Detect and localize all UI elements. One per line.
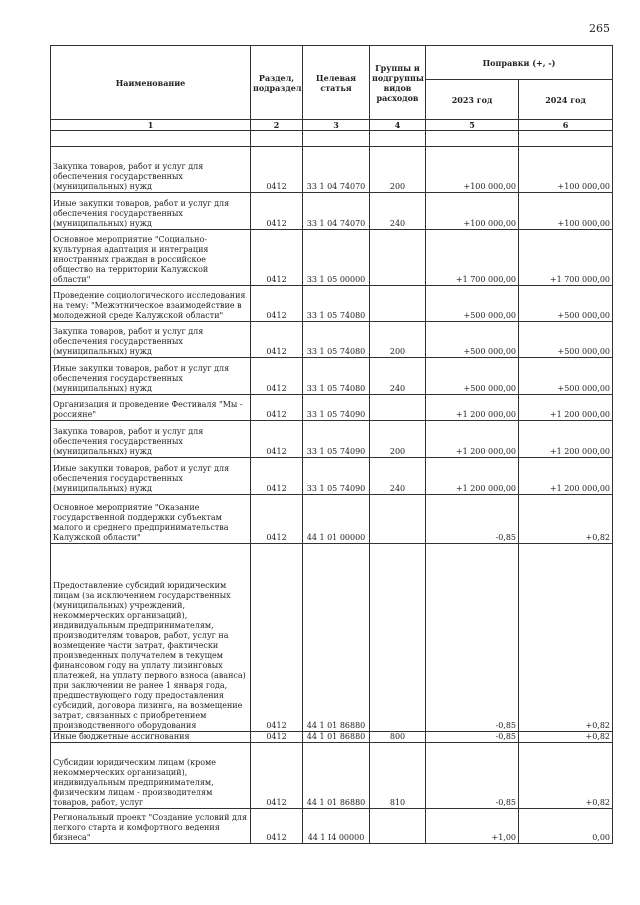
header-year-2023: 2023 год — [426, 80, 519, 120]
table-row — [51, 147, 613, 193]
cell-amount-2024: +500 000,00 — [519, 358, 613, 395]
cell-section: 0412 — [251, 495, 303, 544]
cell-section: 0412 — [251, 322, 303, 358]
cell-amount-2024: +100 000,00 — [519, 147, 613, 193]
cell-section: 0412 — [251, 193, 303, 230]
table-row — [51, 544, 613, 732]
cell-name: Субсидии юридическим лицам (кроме некоммерческих организаций), индивидуальным предпринимателям, физическим лицам - производителям товаров, работ, услуг — [51, 743, 251, 809]
cell-amount-2024: +1 200 000,00 — [519, 458, 613, 495]
cell-name — [51, 131, 251, 147]
cell-amount-2023: +1 700 000,00 — [426, 230, 519, 286]
cell-target-article: 33 1 05 74090 — [303, 395, 370, 421]
cell-target-article: 33 1 04 74070 — [303, 193, 370, 230]
cell-amount-2023: -0,85 — [426, 544, 519, 732]
cell-section: 0412 — [251, 286, 303, 322]
cell-name: Закупка товаров, работ и услуг для обеспечения государственных (муниципальных) нужд — [51, 322, 251, 358]
cell-amount-2024: +0,82 — [519, 743, 613, 809]
cell-target-article: 33 1 05 74080 — [303, 358, 370, 395]
cell-amount-2023: +1 200 000,00 — [426, 395, 519, 421]
cell-expense-group — [370, 809, 426, 844]
cell-expense-group — [370, 395, 426, 421]
cell-expense-group — [370, 230, 426, 286]
cell-amount-2024: +0,82 — [519, 495, 613, 544]
cell-expense-group: 200 — [370, 147, 426, 193]
cell-expense-group — [370, 286, 426, 322]
column-number: 5 — [426, 120, 519, 131]
cell-amount-2023 — [426, 131, 519, 147]
cell-amount-2024: +0,82 — [519, 732, 613, 743]
cell-amount-2024 — [519, 131, 613, 147]
cell-section: 0412 — [251, 732, 303, 743]
table-row — [51, 458, 613, 495]
cell-target-article: 44 1 01 86880 — [303, 544, 370, 732]
cell-amount-2023: +100 000,00 — [426, 193, 519, 230]
cell-expense-group — [370, 495, 426, 544]
table-row — [51, 809, 613, 844]
table-row — [51, 421, 613, 458]
cell-expense-group: 810 — [370, 743, 426, 809]
page-number: 265 — [589, 22, 610, 35]
cell-section: 0412 — [251, 458, 303, 495]
cell-section: 0412 — [251, 743, 303, 809]
cell-expense-group — [370, 544, 426, 732]
table-row — [51, 286, 613, 322]
cell-name: Основное мероприятие "Оказание государственной поддержки субъектам малого и среднего предпринимательства Калужской области" — [51, 495, 251, 544]
cell-target-article — [303, 131, 370, 147]
cell-amount-2023: +500 000,00 — [426, 286, 519, 322]
column-number: 4 — [370, 120, 426, 131]
cell-expense-group: 240 — [370, 458, 426, 495]
cell-name: Организация и проведение Фестиваля "Мы - россияне" — [51, 395, 251, 421]
cell-amount-2024: +500 000,00 — [519, 286, 613, 322]
table-row — [51, 395, 613, 421]
header-name: Наименование — [51, 46, 251, 120]
cell-name: Предоставление субсидий юридическим лицам (за исключением государственных (муниципальных) учреждений, некоммерческих организаций), индивидуальным предпринимателям, производителям товаров, работ, услуг на возмещение части затрат, фактически произведенных получателем в текущем финансовом году на уплату лизинговых платежей, на уплату первого взноса (аванса) при заключении не ранее 1 января года, предшествующего году предоставления субсидий, договора лизинга, на возмещение затрат, связанных с приобретением производственного оборудования — [51, 544, 251, 732]
cell-name: Региональный проект "Создание условий для легкого старта и комфортного ведения бизнеса" — [51, 809, 251, 844]
table-row — [51, 193, 613, 230]
cell-name: Иные закупки товаров, работ и услуг для обеспечения государственных (муниципальных) нужд — [51, 193, 251, 230]
cell-section: 0412 — [251, 358, 303, 395]
cell-target-article: 44 1 01 00000 — [303, 495, 370, 544]
table-row — [51, 322, 613, 358]
cell-target-article: 33 1 05 74080 — [303, 286, 370, 322]
cell-section: 0412 — [251, 230, 303, 286]
cell-section: 0412 — [251, 809, 303, 844]
cell-target-article: 44 1 I4 00000 — [303, 809, 370, 844]
cell-name: Иные закупки товаров, работ и услуг для обеспечения государственных (муниципальных) нужд — [51, 458, 251, 495]
cell-expense-group: 200 — [370, 421, 426, 458]
cell-section: 0412 — [251, 544, 303, 732]
cell-target-article: 33 1 05 74090 — [303, 421, 370, 458]
column-number: 2 — [251, 120, 303, 131]
cell-amount-2024: +500 000,00 — [519, 322, 613, 358]
cell-amount-2023: +500 000,00 — [426, 322, 519, 358]
cell-expense-group: 800 — [370, 732, 426, 743]
cell-name: Закупка товаров, работ и услуг для обеспечения государственных (муниципальных) нужд — [51, 147, 251, 193]
cell-expense-group: 200 — [370, 322, 426, 358]
table-row — [51, 131, 613, 147]
cell-expense-group: 240 — [370, 193, 426, 230]
table-row — [51, 743, 613, 809]
cell-amount-2024: +1 200 000,00 — [519, 395, 613, 421]
table-row — [51, 358, 613, 395]
table-row — [51, 230, 613, 286]
header-section: Раздел, подраздел — [251, 46, 303, 120]
header-expense-groups: Группы и подгруппы видов расходов — [370, 46, 426, 120]
cell-target-article: 44 1 01 86880 — [303, 732, 370, 743]
cell-name: Закупка товаров, работ и услуг для обеспечения государственных (муниципальных) нужд — [51, 421, 251, 458]
cell-name: Иные бюджетные ассигнования — [51, 732, 251, 743]
cell-amount-2023: +500 000,00 — [426, 358, 519, 395]
cell-amount-2023: -0,85 — [426, 743, 519, 809]
cell-name: Основное мероприятие "Социально-культурная адаптация и интеграция иностранных граждан в российское общество на территории Калужской области" — [51, 230, 251, 286]
budget-amendments-table — [50, 45, 613, 844]
cell-amount-2023: -0,85 — [426, 495, 519, 544]
column-number: 3 — [303, 120, 370, 131]
cell-amount-2023: +1 200 000,00 — [426, 421, 519, 458]
cell-amount-2023: -0,85 — [426, 732, 519, 743]
cell-section: 0412 — [251, 395, 303, 421]
cell-amount-2023: +1,00 — [426, 809, 519, 844]
cell-target-article: 33 1 05 74080 — [303, 322, 370, 358]
cell-amount-2024: +100 000,00 — [519, 193, 613, 230]
cell-amount-2024: +1 700 000,00 — [519, 230, 613, 286]
cell-amount-2024: +0,82 — [519, 544, 613, 732]
column-number: 6 — [519, 120, 613, 131]
cell-target-article: 33 1 05 74090 — [303, 458, 370, 495]
header-target-article: Целевая статья — [303, 46, 370, 120]
cell-section — [251, 131, 303, 147]
cell-amount-2023: +1 200 000,00 — [426, 458, 519, 495]
cell-name: Иные закупки товаров, работ и услуг для обеспечения государственных (муниципальных) нужд — [51, 358, 251, 395]
cell-target-article: 33 1 04 74070 — [303, 147, 370, 193]
cell-section: 0412 — [251, 147, 303, 193]
cell-expense-group: 240 — [370, 358, 426, 395]
cell-target-article: 44 1 01 86880 — [303, 743, 370, 809]
header-amendments: Поправки (+, -) — [426, 46, 613, 80]
column-number: 1 — [51, 120, 251, 131]
cell-amount-2024: +1 200 000,00 — [519, 421, 613, 458]
cell-section: 0412 — [251, 421, 303, 458]
header-year-2024: 2024 год — [519, 80, 613, 120]
cell-target-article: 33 1 05 00000 — [303, 230, 370, 286]
cell-amount-2023: +100 000,00 — [426, 147, 519, 193]
cell-amount-2024: 0,00 — [519, 809, 613, 844]
cell-expense-group — [370, 131, 426, 147]
table-row — [51, 732, 613, 743]
table-row — [51, 495, 613, 544]
cell-name: Проведение социологического исследования на тему: "Межэтническое взаимодействие в молодежной среде Калужской области" — [51, 286, 251, 322]
